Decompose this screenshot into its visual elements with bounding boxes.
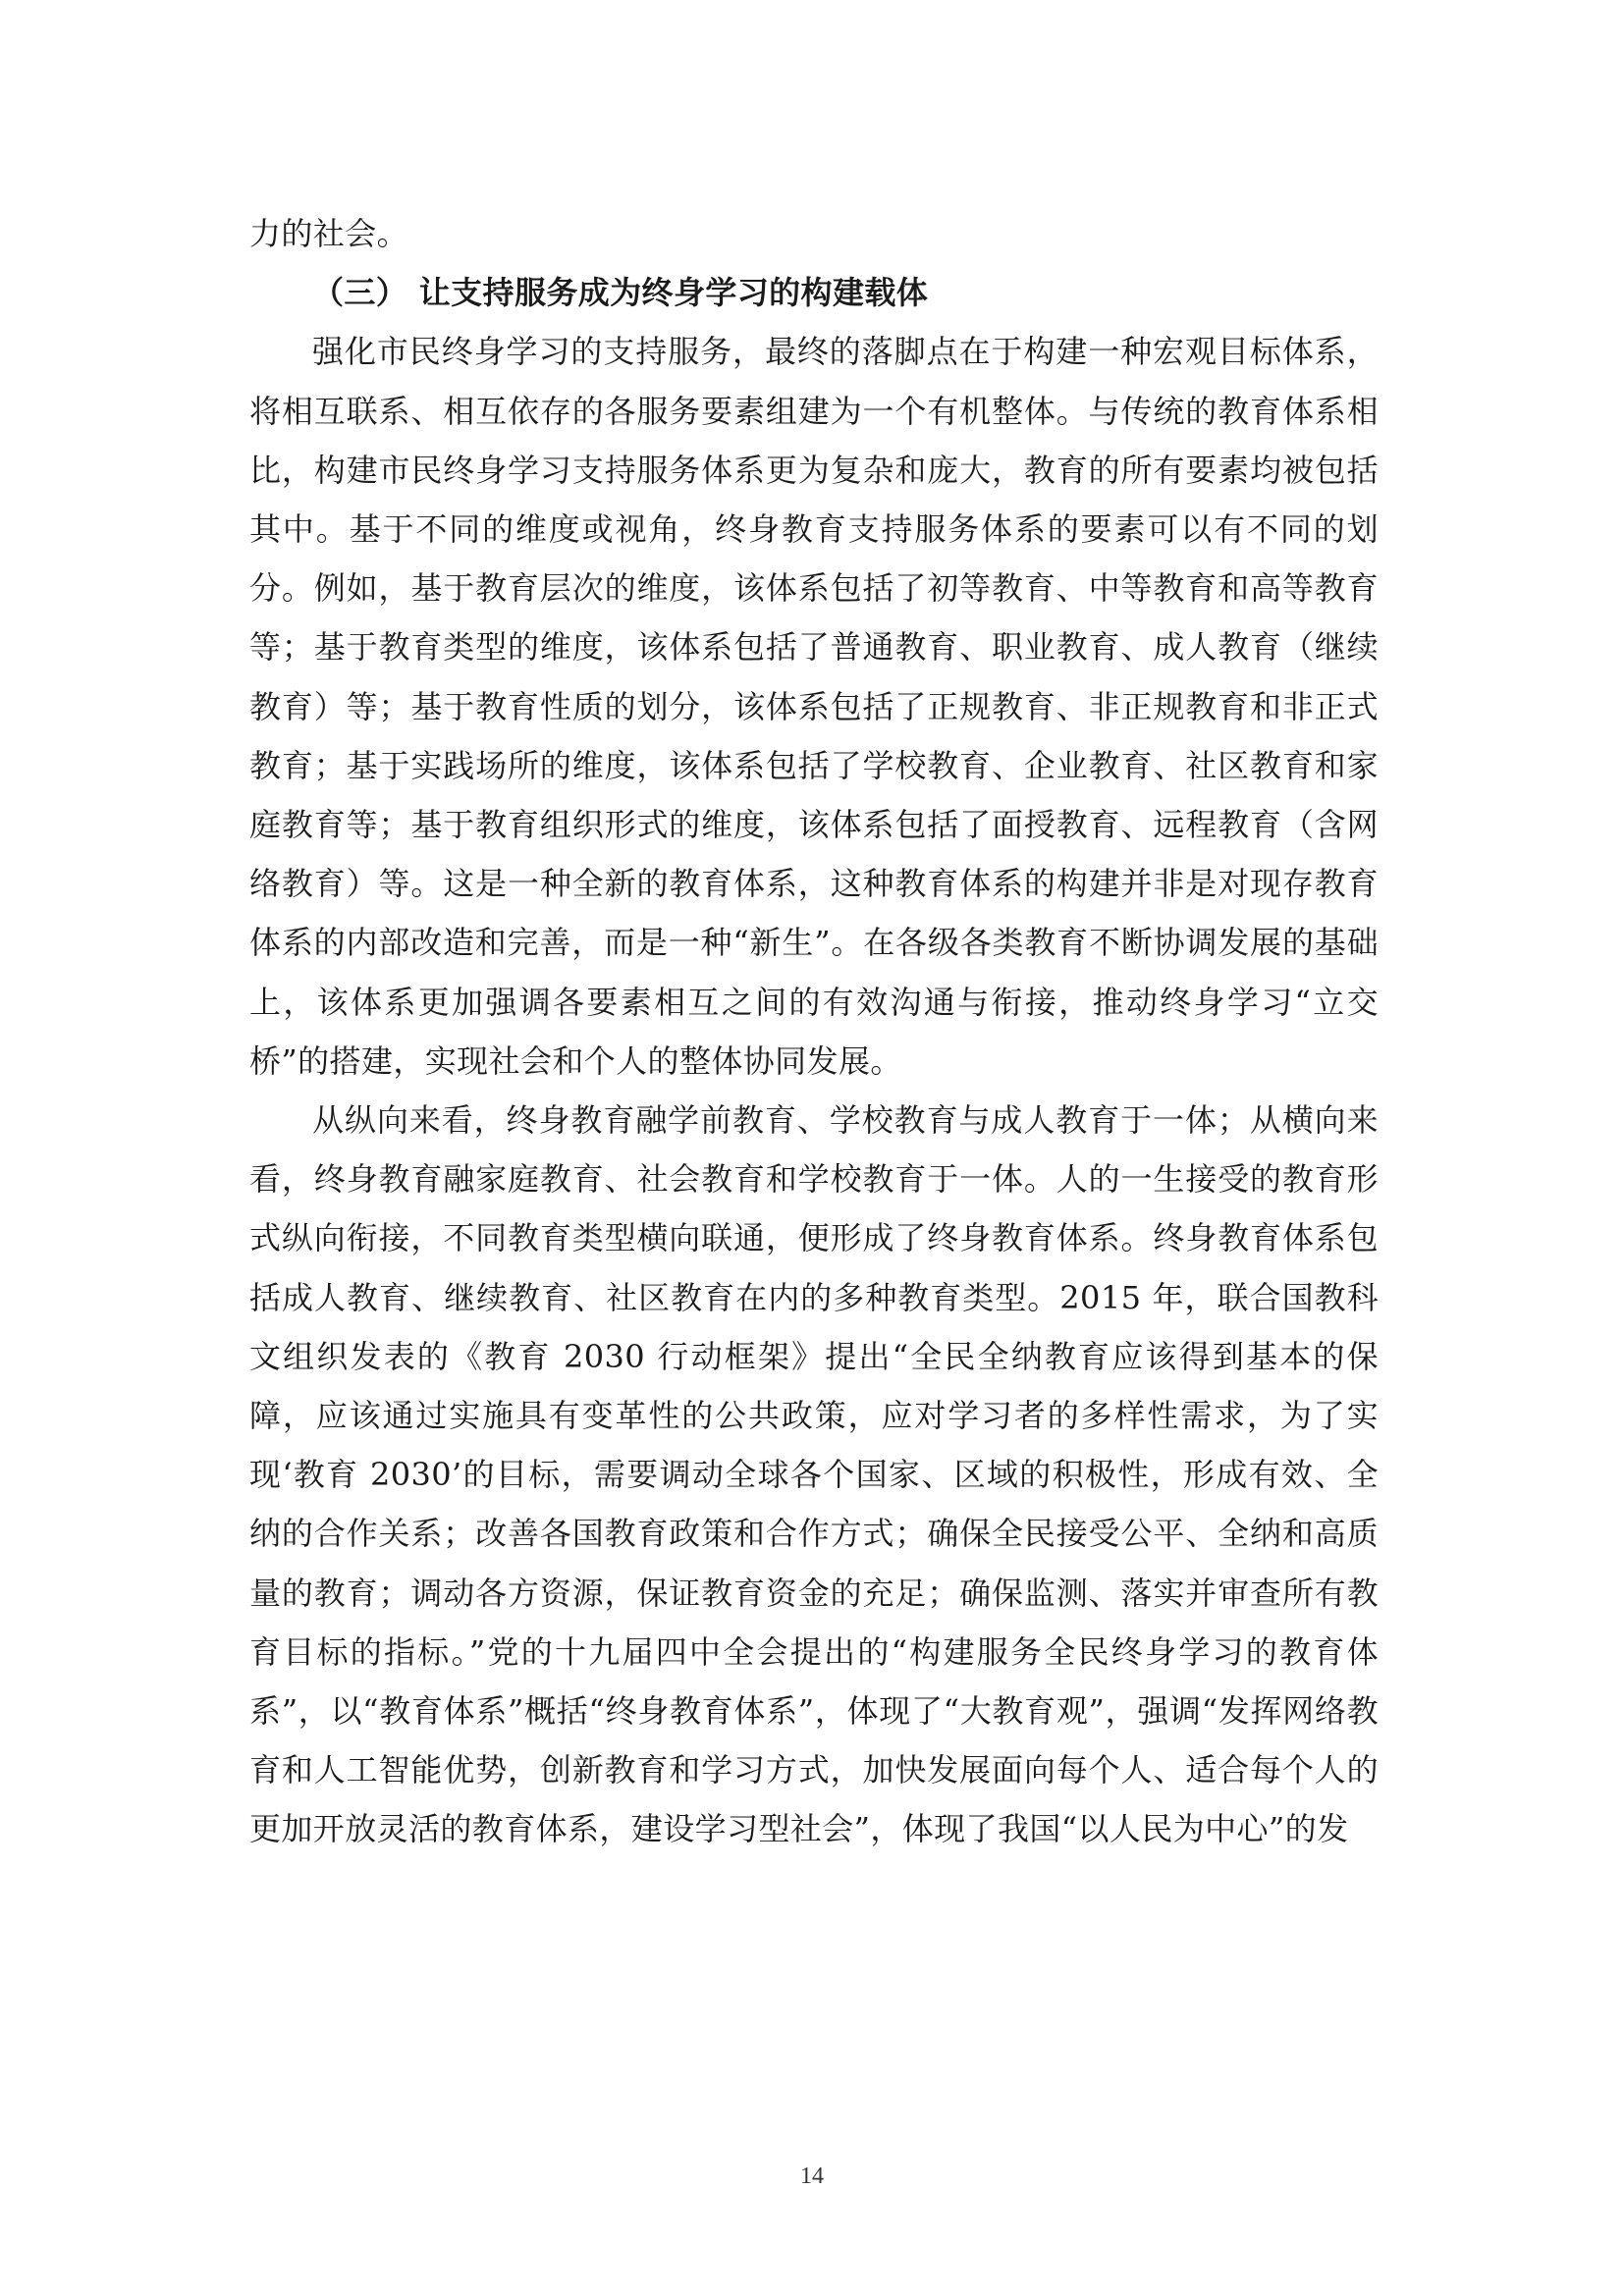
page-number: 14 xyxy=(800,2163,824,2189)
paragraph-2: 从纵向来看，终身教育融学前教育、学校教育与成人教育于一体；从横向来看，终身教育融家庭教育、社会教育和学校教育于一体。人的一生接受的教育形式纵向衔接，不同教育类型横向联通，便形成了终身教育体系。终身教育体系包括成人教育、继续教育、社区教育在内的多种教育类型。2015 年，联合国教科文组织发表的《教育 2030 行动框架》提出“全民全纳教育应该得到基本的保障，应该通过实施具有变革性的公共政策，应对学习者的多样性需求，为了实现‘教育 2030’的目标，需要调动全球各个国家、区域的积极性，形成有效、全纳的合作关系；改善各国教育政策和合作方式；确保全民接受公平、全纳和高质量的教育；调动各方资源，保证教育资金的充足；确保监测、落实并审查所有教育目标的指标。”党的十九届四中全会提出的“构建服务全民终身学习的教育体系”，以“教育体系”概括“终身教育体系”，体现了“大教育观”，强调“发挥网络教育和人工智能优势，创新教育和学习方式，加快发展面向每个人、适合每个人的更加开放灵活的教育体系，建设学习型社会”，体现了我国“以人民为中心”的发 xyxy=(249,1101,1379,1848)
page-body xyxy=(249,204,1379,1859)
section-heading: （三） 让支持服务成为终身学习的构建载体 xyxy=(312,274,929,312)
continuation-text: 力的社会。 xyxy=(249,215,409,252)
paragraph-1: 强化市民终身学习的支持服务，最终的落脚点在于构建一种宏观目标体系，将相互联系、相互依存的各服务要素组建为一个有机整体。与传统的教育体系相比，构建市民终身学习支持服务体系更为复杂和庞大，教育的所有要素均被包括其中。基于不同的维度或视角，终身教育支持服务体系的要素可以有不同的划分。例如，基于教育层次的维度，该体系包括了初等教育、中等教育和高等教育等；基于教育类型的维度，该体系包括了普通教育、职业教育、成人教育（继续教育）等；基于教育性质的划分，该体系包括了正规教育、非正规教育和非正式教育；基于实践场所的维度，该体系包括了学校教育、企业教育、社区教育和家庭教育等；基于教育组织形式的维度，该体系包括了面授教育、远程教育（含网络教育）等。这是一种全新的教育体系，这种教育体系的构建并非是对现存教育体系的内部改造和完善，而是一种“新生”。在各级各类教育不断协调发展的基础上，该体系更加强调各要素相互之间的有效沟通与衔接，推动终身学习“立交桥”的搭建，实现社会和个人的整体协同发展。 xyxy=(249,333,1379,1080)
